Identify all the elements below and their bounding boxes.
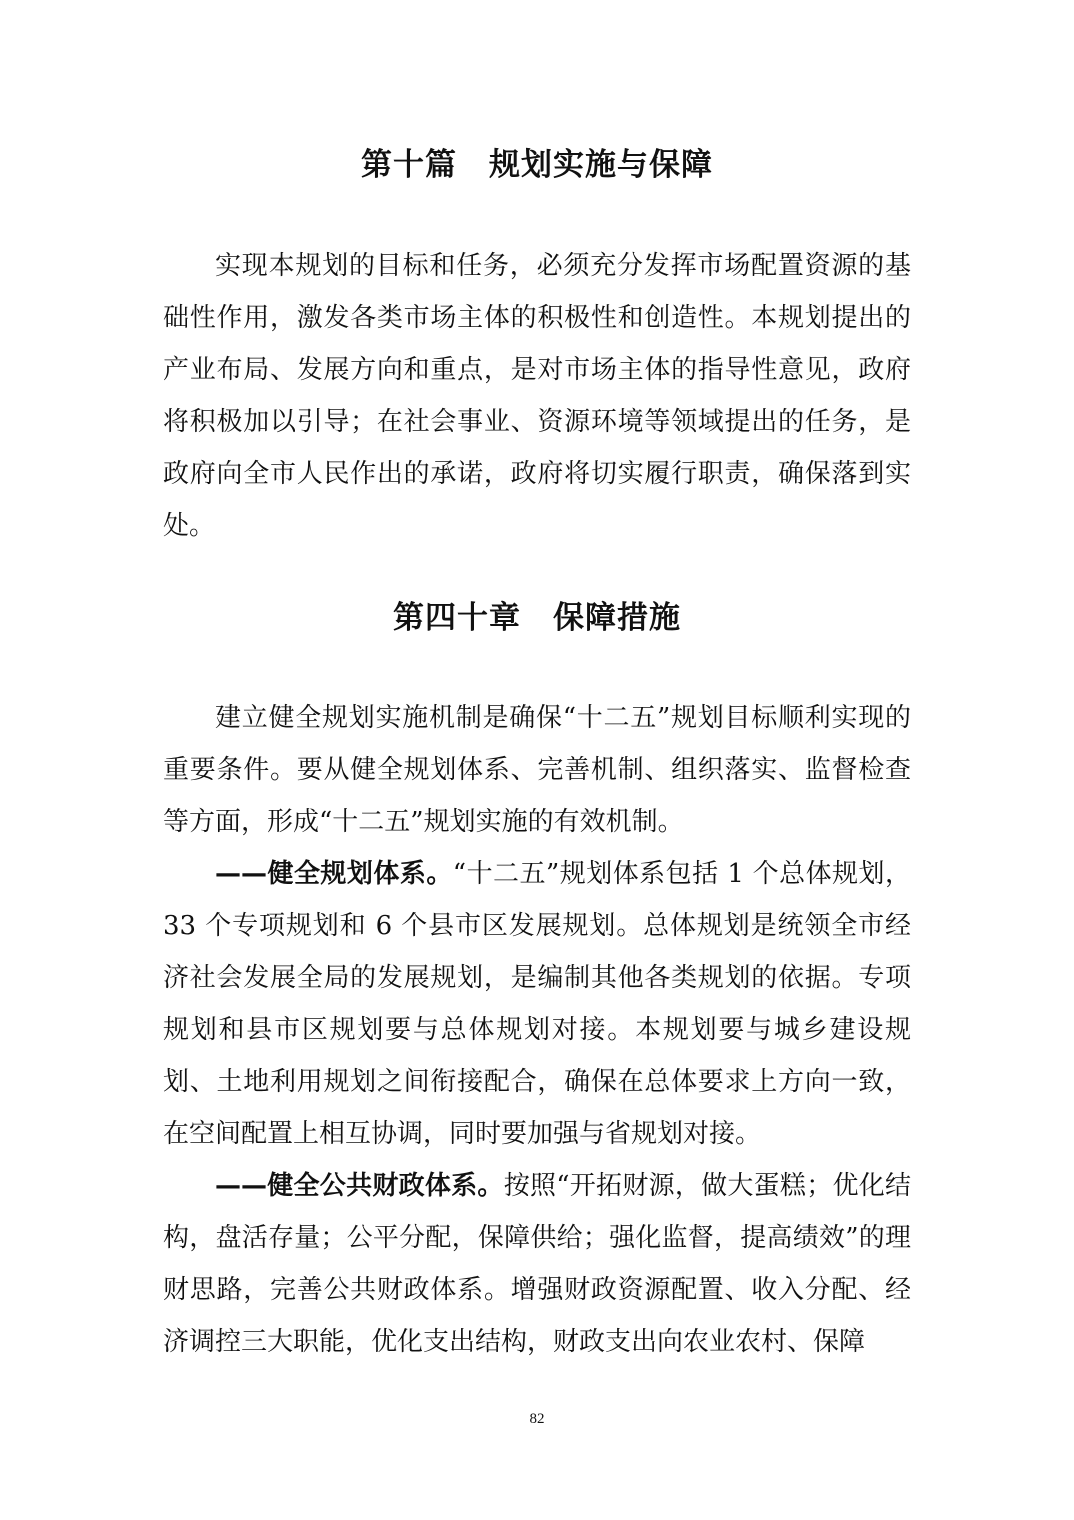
section-lead-public-finance: ——健全公共财政体系。	[215, 1171, 504, 1201]
chapter-intro-paragraph: 建立健全规划实施机制是确保“十二五”规划目标顺利实现的重要条件。要从健全规划体系、完善机制、组织落实、监督检查等方面，形成“十二五”规划实施的有效机制。	[163, 703, 911, 837]
section-paragraph-public-finance	[163, 1160, 911, 1368]
part-title: 第十篇 规划实施与保障	[361, 147, 713, 183]
page-number: 82	[529, 1411, 545, 1427]
section-body-public-finance: 按照“开拓财源，做大蛋糕；优化结构，盘活存量；公平分配，保障供给；强化监督，提高绩效”的理财思路，完善公共财政体系。增强财政资源配置、收入分配、经济调控三大职能，优化支出结构，财政支出向农业农村、保障	[163, 1171, 911, 1357]
chapter-title: 第四十章 保障措施	[393, 600, 681, 636]
section-lead-planning-system: ——健全规划体系。	[215, 859, 453, 889]
intro-paragraph: 实现本规划的目标和任务，必须充分发挥市场配置资源的基础性作用，激发各类市场主体的积极性和创造性。本规划提出的产业布局、发展方向和重点，是对市场主体的指导性意见，政府将积极加以引导；在社会事业、资源环境等领域提出的任务，是政府向全市人民作出的承诺，政府将切实履行职责，确保落到实处。	[163, 251, 911, 541]
section-body-planning-system: “十二五”规划体系包括 1 个总体规划，33 个专项规划和 6 个县市区发展规划。总体规划是统领全市经济社会发展全局的发展规划，是编制其他各类规划的依据。专项规划和县市区规划要与总体规划对接。本规划要与城乡建设规划、土地利用规划之间衔接配合，确保在总体要求上方向一致，在空间配置上相互协调，同时要加强与省规划对接。	[163, 859, 911, 1149]
section-paragraph-planning-system	[163, 848, 911, 1160]
